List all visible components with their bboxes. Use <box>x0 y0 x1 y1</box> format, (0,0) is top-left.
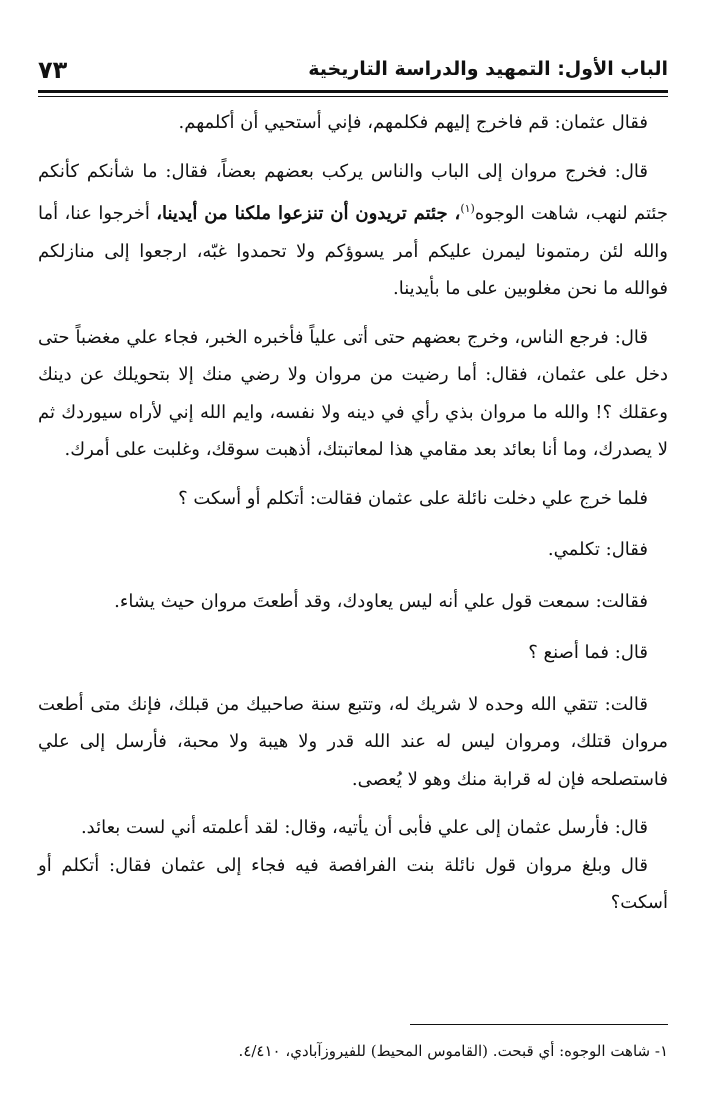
page-header <box>38 56 668 90</box>
paragraph: فقالت: سمعت قول علي أنه ليس يعاودك، وقد أطعتَ مروان حيث يشاء. <box>114 590 648 612</box>
page-number: ٧٣ <box>38 56 68 84</box>
paragraph-text: قال: فخرج مروان إلى الباب والناس يركب بعضهم بعضاً، فقال: ما شأنكم كأنكم جئتم لنهب، شاهت الوجوه <box>38 160 668 224</box>
footnote-rule <box>410 1024 668 1025</box>
paragraph: قال: فأرسل عثمان إلى علي فأبى أن يأتيه، وقال: لقد أعلمته أني لست بعائد. <box>80 817 648 838</box>
paragraph: قال: فما أصنع ؟ <box>528 642 648 663</box>
footnote-ref: (١) <box>460 202 475 215</box>
paragraph: فقال: تكلمي. <box>547 539 648 560</box>
paragraph: فلما خرج علي دخلت نائلة على عثمان فقالت: أتكلم أو أسكت ؟ <box>178 487 648 509</box>
paragraph: قال: فرجع الناس، وخرج بعضهم حتى أتى علياً فأخبره الخبر، فجاء علي مغضباً حتى دخل على عثمان، فقال: أما رضيت من مروان ولا رضي منك إلا بتحويلك عن دينك وعقلك ؟! والله ما مروان بذي رأي في دينه ولا نفسه، وايم الله إني لأراه سيوردك ثم لا يصدرك، وما أنا بعائد بعد مقامي هذا لمعاتبتك، أذهبت سوقك، وغلبت على أمرك. <box>38 326 668 460</box>
footnote: ١- شاهت الوجوه: أي قبحت. (القاموس المحيط) للفيروزآبادي، ٤/٤١٠. <box>238 1042 668 1060</box>
paragraph: قال وبلغ مروان قول نائلة بنت الفرافصة فيه فجاء إلى عثمان فقال: أتكلم أو أسكت؟ <box>38 854 668 913</box>
paragraph: فقال عثمان: قم فاخرج إليهم فكلمهم، فإني أستحيي أن أكلمهم. <box>178 112 648 133</box>
running-title: الباب الأول: التمهيد والدراسة التاريخية <box>308 58 668 80</box>
paragraph-text: أخرجوا عنا، أما والله لئن رمتمونا ليمرن عليكم أمر يسوؤكم ولا تحمدوا غبّه، ارجعوا إلى منازلكم فوالله ما نحن مغلوبين على ما بأيدينا. <box>38 203 668 299</box>
bold-phrase: ، جئتم تريدون أن تنزعوا ملكنا من أيدينا، <box>156 203 461 224</box>
paragraph: قالت: تتقي الله وحده لا شريك له، وتتبع سنة صاحبيك من قبلك، فإنك متى أطعت مروان قتلك، ومروان ليس له عند الله قدر ولا هيبة ولا محبة، فأرسل إلى علي فاستصلحه فإن له قرابة منك وهو لا يُعصى. <box>38 693 668 790</box>
paragraph <box>38 153 668 308</box>
header-rule-thin <box>38 96 668 97</box>
body-text <box>38 104 668 933</box>
header-rule <box>38 90 668 93</box>
